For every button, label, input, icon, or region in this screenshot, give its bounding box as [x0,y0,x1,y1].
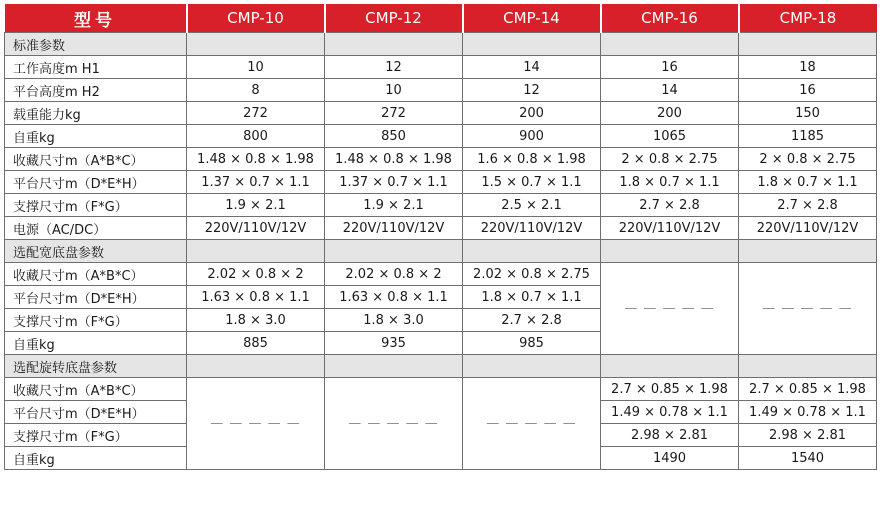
cell-value: 18 [739,56,877,79]
spec-table [4,4,877,470]
cell-value: 14 [463,56,601,79]
table-row [5,56,877,79]
cell-value: 2.5 × 2.1 [463,194,601,217]
row-label: 自重kg [5,332,187,355]
row-label: 支撑尺寸m（F*G） [5,309,187,332]
cell-value: 2.98 × 2.81 [739,424,877,447]
cell-value: 1.5 × 0.7 × 1.1 [463,171,601,194]
row-label: 自重kg [5,447,187,470]
row-label: 自重kg [5,125,187,148]
cell-value: 220V/110V/12V [187,217,325,240]
cell-value: 1065 [601,125,739,148]
cell-value: 16 [739,79,877,102]
cell-value: 1540 [739,447,877,470]
row-label: 电源（AC/DC） [5,217,187,240]
cell-value: 8 [187,79,325,102]
cell-value: 1.8 × 3.0 [325,309,463,332]
row-label: 支撑尺寸m（F*G） [5,424,187,447]
section-row-rotating-base [5,355,877,378]
cell-value: 1.37 × 0.7 × 1.1 [325,171,463,194]
cell-value: 2.02 × 0.8 × 2.75 [463,263,601,286]
header-row [5,4,877,33]
cell-value: 220V/110V/12V [601,217,739,240]
table-row [5,194,877,217]
not-available-cell: — — — — — [187,378,325,470]
cell-value: 2.7 × 2.8 [463,309,601,332]
cell-value: 2 × 0.8 × 2.75 [601,148,739,171]
section-row-standard [5,33,877,56]
row-label: 平台高度m H2 [5,79,187,102]
row-label: 工作高度m H1 [5,56,187,79]
cell-value: 2.7 × 2.8 [601,194,739,217]
cell-value: 2.02 × 0.8 × 2 [325,263,463,286]
model-header: 型号 [5,4,187,33]
cell-value: 935 [325,332,463,355]
cell-value: 800 [187,125,325,148]
row-label: 载重能力kg [5,102,187,125]
row-label: 支撑尺寸m（F*G） [5,194,187,217]
model-cmp-18: CMP-18 [739,4,877,33]
cell-value: 12 [463,79,601,102]
row-label: 收藏尺寸m（A*B*C） [5,148,187,171]
cell-value: 985 [463,332,601,355]
cell-value: 220V/110V/12V [463,217,601,240]
cell-value: 200 [463,102,601,125]
table-row [5,263,877,286]
not-available-cell: — — — — — [325,378,463,470]
cell-value: 2.7 × 2.8 [739,194,877,217]
table-row [5,171,877,194]
model-cmp-10: CMP-10 [187,4,325,33]
cell-value: 1.48 × 0.8 × 1.98 [187,148,325,171]
cell-value: 2.7 × 0.85 × 1.98 [601,378,739,401]
cell-value: 1.48 × 0.8 × 1.98 [325,148,463,171]
cell-value: 1.8 × 0.7 × 1.1 [463,286,601,309]
row-label: 收藏尺寸m（A*B*C） [5,263,187,286]
cell-value: 10 [187,56,325,79]
table-row [5,378,877,401]
cell-value: 1.6 × 0.8 × 1.98 [463,148,601,171]
cell-value: 2.02 × 0.8 × 2 [187,263,325,286]
cell-value: 1.63 × 0.8 × 1.1 [325,286,463,309]
cell-value: 1.8 × 0.7 × 1.1 [601,171,739,194]
cell-value: 1490 [601,447,739,470]
cell-value: 1.49 × 0.78 × 1.1 [739,401,877,424]
cell-value: 1.8 × 3.0 [187,309,325,332]
cell-value: 14 [601,79,739,102]
cell-value: 1.9 × 2.1 [325,194,463,217]
cell-value: 272 [187,102,325,125]
cell-value: 272 [325,102,463,125]
model-cmp-14: CMP-14 [463,4,601,33]
cell-value: 10 [325,79,463,102]
cell-value: 1185 [739,125,877,148]
table-row [5,79,877,102]
not-available-cell: — — — — — [463,378,601,470]
section-row-wide-base [5,240,877,263]
cell-value: 150 [739,102,877,125]
cell-value: 1.8 × 0.7 × 1.1 [739,171,877,194]
cell-value: 885 [187,332,325,355]
cell-value: 220V/110V/12V [739,217,877,240]
cell-value: 12 [325,56,463,79]
section-title: 标准参数 [5,33,187,56]
table-row [5,102,877,125]
cell-value: 1.9 × 2.1 [187,194,325,217]
cell-value: 2 × 0.8 × 2.75 [739,148,877,171]
cell-value: 850 [325,125,463,148]
cell-value: 16 [601,56,739,79]
section-title: 选配旋转底盘参数 [5,355,187,378]
not-available-cell: — — — — — [739,263,877,355]
cell-value: 900 [463,125,601,148]
cell-value: 2.98 × 2.81 [601,424,739,447]
row-label: 平台尺寸m（D*E*H） [5,286,187,309]
table-row [5,217,877,240]
not-available-cell: — — — — — [601,263,739,355]
section-title: 选配宽底盘参数 [5,240,187,263]
cell-value: 1.49 × 0.78 × 1.1 [601,401,739,424]
model-cmp-12: CMP-12 [325,4,463,33]
cell-value: 2.7 × 0.85 × 1.98 [739,378,877,401]
cell-value: 220V/110V/12V [325,217,463,240]
row-label: 平台尺寸m（D*E*H） [5,171,187,194]
cell-value: 1.37 × 0.7 × 1.1 [187,171,325,194]
model-cmp-16: CMP-16 [601,4,739,33]
row-label: 收藏尺寸m（A*B*C） [5,378,187,401]
row-label: 平台尺寸m（D*E*H） [5,401,187,424]
cell-value: 200 [601,102,739,125]
cell-value: 1.63 × 0.8 × 1.1 [187,286,325,309]
table-row [5,148,877,171]
table-row [5,125,877,148]
